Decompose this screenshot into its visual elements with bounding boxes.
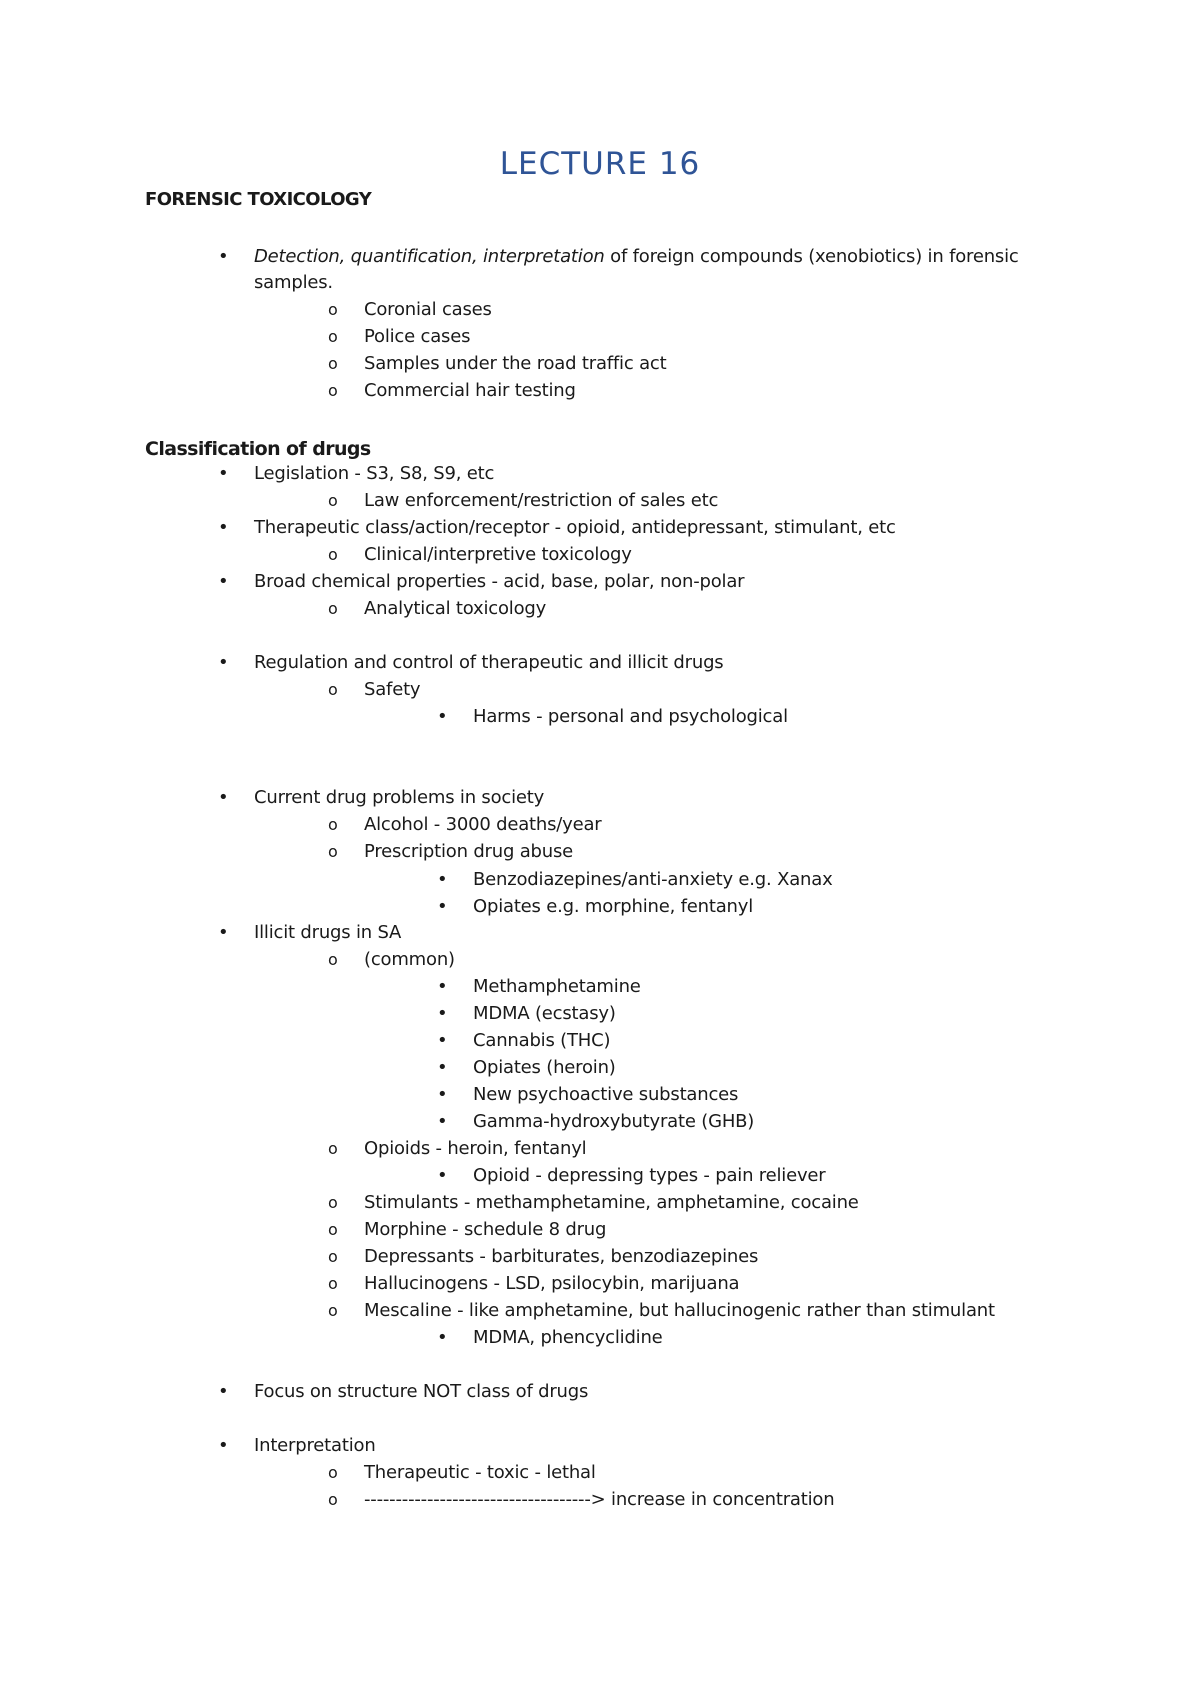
- bullet-marker: •: [218, 463, 229, 484]
- outline-item-level-3: Opiates (heroin): [473, 1057, 616, 1078]
- outline-item-level-2: ------------------------------------> increase in concentration: [364, 1489, 835, 1510]
- sub-marker: o: [328, 300, 338, 319]
- sub-marker: o: [328, 842, 338, 861]
- outline-item-level-3: Opioid - depressing types - pain reliever: [473, 1165, 826, 1186]
- bullet-marker: •: [437, 896, 448, 917]
- outline-item-level-3: MDMA (ecstasy): [473, 1003, 616, 1024]
- outline-item-level-2: Alcohol - 3000 deaths/year: [364, 814, 602, 835]
- outline-item-level-2: Safety: [364, 679, 421, 700]
- intro-line-2: samples.: [254, 272, 333, 293]
- bullet-marker: •: [218, 787, 229, 808]
- outline-item-level-1: Current drug problems in society: [254, 787, 545, 808]
- outline-item-level-3: Harms - personal and psychological: [473, 706, 788, 727]
- outline-item-level-1: Regulation and control of therapeutic and illicit drugs: [254, 652, 724, 673]
- outline-item-level-2: Clinical/interpretive toxicology: [364, 544, 632, 565]
- bullet-marker: •: [437, 706, 448, 727]
- sub-marker: o: [328, 815, 338, 834]
- bullet-marker: •: [218, 1435, 229, 1456]
- bullet-marker: •: [437, 1165, 448, 1186]
- bullet-marker: •: [437, 1327, 448, 1348]
- list-item: Police cases: [364, 326, 471, 347]
- outline-item-level-2: Analytical toxicology: [364, 598, 547, 619]
- sub-marker: o: [328, 599, 338, 618]
- bullet-marker: •: [437, 1057, 448, 1078]
- intro-line-1: [254, 245, 1019, 269]
- outline-item-level-1: Illicit drugs in SA: [254, 922, 402, 943]
- sub-marker: o: [328, 327, 338, 346]
- outline-item-level-1: Legislation - S3, S8, S9, etc: [254, 463, 495, 484]
- sub-marker: o: [328, 491, 338, 510]
- outline-item-level-2: Opioids - heroin, fentanyl: [364, 1138, 587, 1159]
- bullet-marker: •: [437, 1084, 448, 1105]
- outline-item-level-3: Benzodiazepines/anti-anxiety e.g. Xanax: [473, 869, 833, 890]
- sub-marker: o: [328, 1247, 338, 1266]
- outline-item-level-3: Opiates e.g. morphine, fentanyl: [473, 896, 753, 917]
- classification-heading: Classification of drugs: [145, 438, 371, 460]
- sub-marker: o: [328, 1463, 338, 1482]
- bullet-marker: •: [218, 922, 229, 943]
- bullet-marker: •: [437, 1003, 448, 1024]
- outline-item-level-1: Therapeutic class/action/receptor - opioid, antidepressant, stimulant, etc: [254, 517, 896, 538]
- outline-item-level-3: New psychoactive substances: [473, 1084, 739, 1105]
- sub-marker: o: [328, 1274, 338, 1293]
- sub-marker: o: [328, 1490, 338, 1509]
- bullet-marker: •: [218, 571, 229, 592]
- outline-item-level-3: Gamma-hydroxybutyrate (GHB): [473, 1111, 755, 1132]
- outline-item-level-2: Hallucinogens - LSD, psilocybin, marijuana: [364, 1273, 740, 1294]
- sub-marker: o: [328, 1139, 338, 1158]
- intro-rest-text: of foreign compounds (xenobiotics) in forensic: [604, 246, 1019, 267]
- bullet-marker: •: [218, 517, 229, 538]
- outline-item-level-2: Mescaline - like amphetamine, but hallucinogenic rather than stimulant: [364, 1300, 995, 1321]
- bullet-marker: •: [437, 1111, 448, 1132]
- outline-item-level-2: Prescription drug abuse: [364, 841, 574, 862]
- outline-item-level-1: Broad chemical properties - acid, base, polar, non-polar: [254, 571, 745, 592]
- bullet-marker: •: [218, 652, 229, 673]
- document-title: LECTURE 16: [499, 146, 701, 182]
- section-heading: FORENSIC TOXICOLOGY: [145, 189, 372, 210]
- sub-marker: o: [328, 1301, 338, 1320]
- outline-item-level-2: Depressants - barbiturates, benzodiazepines: [364, 1246, 759, 1267]
- outline-item-level-3: Cannabis (THC): [473, 1030, 611, 1051]
- outline-item-level-2: Law enforcement/restriction of sales etc: [364, 490, 719, 511]
- bullet-marker: •: [218, 246, 229, 267]
- outline-item-level-2: Stimulants - methamphetamine, amphetamine, cocaine: [364, 1192, 859, 1213]
- sub-marker: o: [328, 354, 338, 373]
- outline-item-level-1: Interpretation: [254, 1435, 376, 1456]
- bullet-marker: •: [218, 1381, 229, 1402]
- outline-item-level-2: Morphine - schedule 8 drug: [364, 1219, 607, 1240]
- sub-marker: o: [328, 1220, 338, 1239]
- bullet-marker: •: [437, 976, 448, 997]
- intro-italic-text: Detection, quantification, interpretation: [254, 246, 605, 267]
- outline-item-level-2: (common): [364, 949, 455, 970]
- outline-item-level-3: Methamphetamine: [473, 976, 641, 997]
- sub-marker: o: [328, 950, 338, 969]
- sub-marker: o: [328, 545, 338, 564]
- sub-marker: o: [328, 1193, 338, 1212]
- sub-marker: o: [328, 680, 338, 699]
- bullet-marker: •: [437, 1030, 448, 1051]
- list-item: Samples under the road traffic act: [364, 353, 667, 374]
- sub-marker: o: [328, 381, 338, 400]
- outline-item-level-1: Focus on structure NOT class of drugs: [254, 1381, 589, 1402]
- outline-item-level-3: MDMA, phencyclidine: [473, 1327, 663, 1348]
- bullet-marker: •: [437, 869, 448, 890]
- list-item: Coronial cases: [364, 299, 492, 320]
- outline-item-level-2: Therapeutic - toxic - lethal: [364, 1462, 596, 1483]
- list-item: Commercial hair testing: [364, 380, 576, 401]
